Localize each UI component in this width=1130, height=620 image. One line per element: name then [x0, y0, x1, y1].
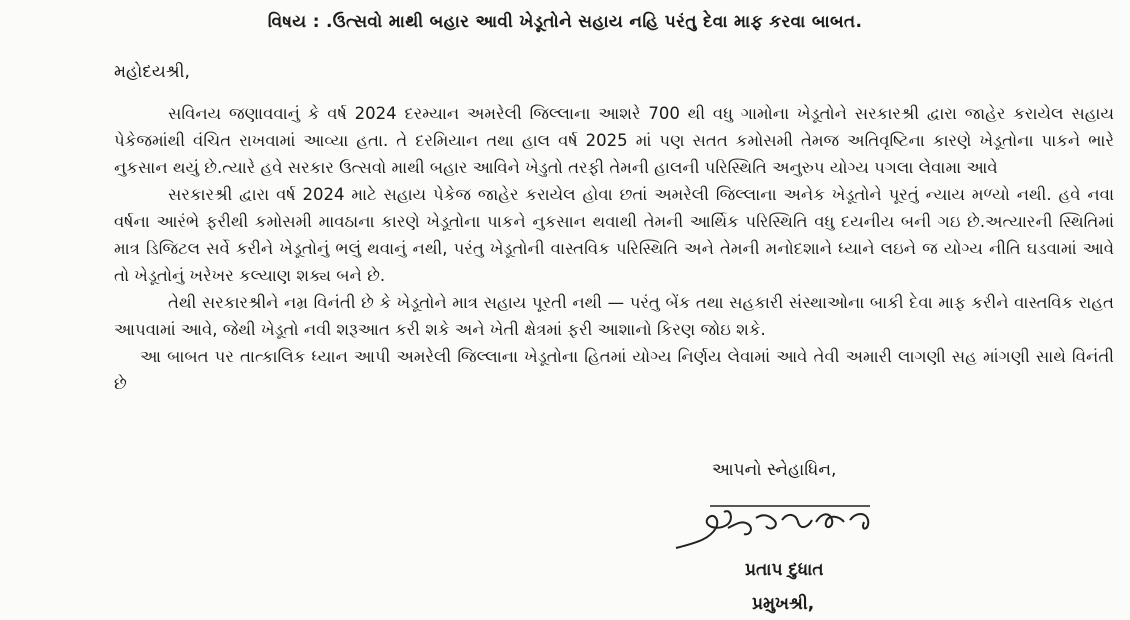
- signer-name: પ્રતાપ દુધાત: [745, 560, 824, 580]
- letter-body: [114, 100, 1114, 397]
- salutation: મહોદયશ્રી,: [114, 62, 190, 82]
- paragraph-1: સવિનય જણાવવાનું કે વર્ષ 2024 દરમ્યાન અમરેલી જિલ્લાના આશરે 700 થી વધુ ગામોના ખેડૂતોને સરકારશ્રી દ્વારા જાહેર કરાયેલ સહાય પેકેજમાંથી વંચિત રાખવામાં આવ્યા હતા. તે દરમિયાન તથા હાલ વર્ષ 2025 માં પણ સતત કમોસમી તેમજ અતિવૃષ્ટિના કારણે ખેડૂતોના પાકને ભારે નુકસાન થયું છે.ત્યારે હવે સરકાર ઉત્સવો માથી બહાર આવિને ખેડુતો તરફી તેમની હાલની પરિસ્થિતિ અનુરુપ યોગ્ય પગલા લેવામા આવે: [114, 104, 1114, 177]
- letter-subject: વિષય : .ઉત્સવો માથી બહાર આવી ખેડૂતોને સહાય નહિ પરંતુ દેવા માફ કરવા બાબત.: [267, 12, 863, 32]
- paragraph-3: તેથી સરકારશ્રીને નમ્ર વિનંતી છે કે ખેડૂતોને માત્ર સહાય પૂરતી નથી — પરંતુ બેંક તથા સહકારી સંસ્થાઓના બાકી દેવા માફ કરીને વાસ્તવિક રાહત આપવામાં આવે, જેથી ખેડૂતો નવી શરૂઆત કરી શકે અને ખેતી ક્ષેત્રમાં ફરી આશાનો કિરણ જોઇ શકે.: [114, 293, 1114, 339]
- paragraph-2: સરકારશ્રી દ્વારા વર્ષ 2024 માટે સહાય પેકેજ જાહેર કરાયેલ હોવા છતાં અમરેલી જિલ્લાના અનેક ખેડૂતોને પૂરતું ન્યાય મળ્યો નથી. હવે નવા વર્ષના આરંભે ફરીથી કમોસમી માવઠાના કારણે ખેડૂતોના પાકને નુકસાન થવાથી તેમની આર્થિક પરિસ્થિતિ વધુ દયનીય બની ગઇ છે.અત્યારની સ્થિતિમાં માત્ર ડિજિટલ સર્વે કરીને ખેડૂતોનું ભલું થવાનું નથી, પરંતુ ખેડૂતોની વાસ્તવિક પરિસ્થિતિ અને તેમની મનોદશાને ધ્યાને લઇને જ યોગ્ય નીતિ ઘડવામાં આવે તો ખેડૂતોનું ખરેખર કલ્યાણ શક્ય બને છે.: [114, 185, 1114, 285]
- signer-title: પ્રમુખશ્રી,: [752, 594, 815, 614]
- closing-line: આપનો સ્નેહાધિન,: [712, 460, 837, 480]
- paragraph-4: આ બાબત પર તાત્કાલિક ધ્યાન આપી અમરેલી જિલ્લાના ખેડૂતોના હિતમાં યોગ્ય નિર્ણય લેવામાં આવે તેવી અમારી લાગણી સહ માંગણી સાથે વિનંતી છે: [114, 347, 1114, 393]
- handwritten-signature: [670, 498, 900, 558]
